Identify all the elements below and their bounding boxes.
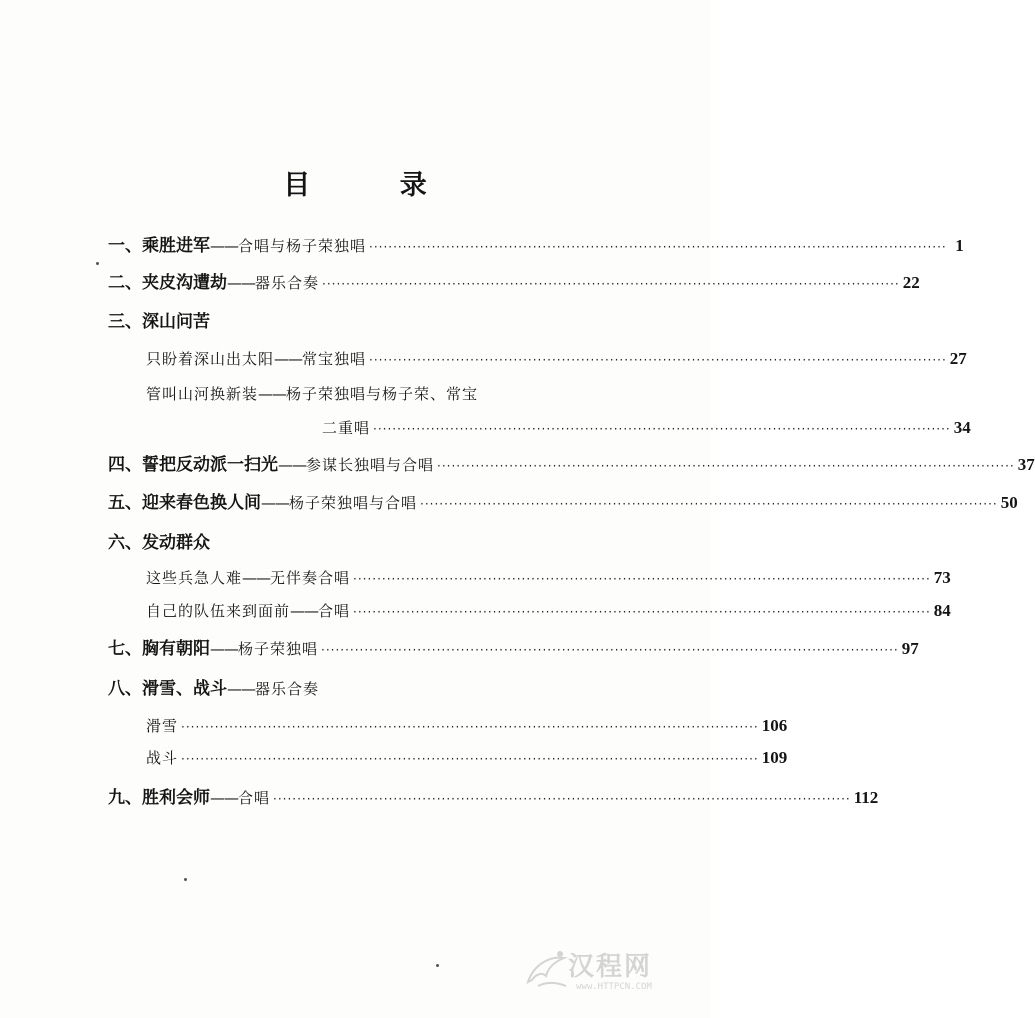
toc-title: 深山问苦: [142, 312, 210, 332]
toc-prefix: 二、: [108, 273, 142, 293]
toc-prefix: 一、: [108, 236, 142, 256]
toc-entry-1[interactable]: [108, 233, 964, 259]
toc-subtitle: 二重唱: [322, 419, 371, 437]
toc-entry-4[interactable]: [108, 452, 1035, 478]
toc-entry-2[interactable]: [108, 270, 920, 296]
toc-page-number: 106: [761, 716, 788, 735]
toc-page-number: 112: [853, 788, 879, 807]
toc-page-number: 97: [901, 639, 919, 658]
toc-entry-6b[interactable]: [146, 598, 951, 624]
dot-leader: ························································································································: [273, 792, 851, 806]
page-title: 目 录: [283, 170, 467, 201]
watermark-url: www.HTTPCN.COM: [576, 982, 652, 992]
scan-speck: [436, 964, 439, 967]
toc-subtitle: 合唱: [318, 602, 351, 620]
toc-page-number: 50: [1000, 493, 1018, 512]
toc-entry-3[interactable]: [108, 309, 630, 335]
toc-prefix: 三、: [108, 312, 142, 332]
dot-leader: ························································································································: [437, 459, 1015, 473]
toc-subtitle: 参谋长独唱与合唱: [306, 456, 435, 474]
dot-leader: ························································································································: [420, 497, 998, 511]
toc-title: 自己的队伍来到面前: [146, 602, 291, 620]
toc-entry-7[interactable]: [108, 636, 919, 662]
toc-subtitle: 杨子荣独唱: [238, 640, 319, 658]
toc-dash: ——: [258, 385, 287, 403]
toc-subtitle: 杨子荣独唱与杨子荣、常宝: [286, 385, 479, 403]
toc-entry-3b-continued[interactable]: [322, 415, 971, 441]
toc-subtitle: 合唱: [238, 789, 271, 807]
toc-entry-6a[interactable]: [146, 565, 951, 591]
toc-title: 战斗: [146, 749, 179, 767]
toc-page-number: 73: [933, 568, 951, 587]
toc-entry-6[interactable]: [108, 530, 630, 556]
toc-page-number: 27: [949, 349, 967, 368]
toc-prefix: 六、: [108, 533, 142, 553]
toc-title: 管叫山河换新装: [146, 385, 259, 403]
toc-dash: ——: [227, 680, 255, 698]
toc-dash: ——: [290, 602, 319, 620]
toc-dash: ——: [274, 350, 303, 368]
dot-leader: ························································································································: [321, 643, 899, 657]
toc-title: 胸有朝阳: [142, 639, 210, 659]
toc-dash: ——: [227, 274, 255, 292]
toc-title: 誓把反动派一扫光: [142, 455, 278, 475]
watermark-brand: 汉程网: [568, 952, 653, 982]
toc-title: 这些兵急人难: [146, 569, 243, 587]
toc-title: 只盼着深山出太阳: [146, 350, 275, 368]
toc-prefix: 四、: [108, 455, 142, 475]
toc-page-number: 84: [933, 601, 951, 620]
dot-leader: ························································································································: [369, 353, 947, 367]
toc-entry-5[interactable]: [108, 490, 1018, 516]
toc-subtitle: 杨子荣独唱与合唱: [289, 494, 418, 512]
toc-entry-8[interactable]: [108, 676, 630, 702]
toc-prefix: 七、: [108, 639, 142, 659]
toc-title: 乘胜进军: [142, 236, 210, 256]
toc-title: 胜利会师: [142, 788, 210, 808]
toc-subtitle: 常宝独唱: [302, 350, 367, 368]
toc-prefix: 八、: [108, 679, 142, 699]
phoenix-logo-icon: [520, 942, 572, 994]
toc-subtitle: 合唱与杨子荣独唱: [238, 237, 367, 255]
toc-title: 滑雪: [146, 717, 179, 735]
toc-page-number: 1: [955, 236, 964, 255]
toc-page-number: 37: [1017, 455, 1035, 474]
toc-title: 发动群众: [142, 533, 210, 553]
toc-dash: ——: [261, 494, 289, 512]
toc-prefix: 五、: [108, 493, 142, 513]
toc-subtitle: 无伴奏合唱: [270, 569, 351, 587]
toc-title: 迎来春色换人间: [142, 493, 261, 513]
scan-speck: [184, 878, 187, 881]
toc-prefix: 九、: [108, 788, 142, 808]
toc-subtitle: 器乐合奏: [255, 274, 320, 292]
dot-leader: ························································································································: [353, 572, 931, 586]
toc-dash: ——: [210, 640, 238, 658]
dot-leader: ························································································································: [181, 720, 759, 734]
toc-dash: ——: [210, 789, 238, 807]
dot-leader: ························································································································: [181, 752, 759, 766]
toc-dash: ——: [278, 456, 306, 474]
dot-leader: ························································································································: [369, 240, 947, 254]
scan-speck: [96, 262, 99, 265]
dot-leader: ························································································································: [373, 422, 951, 436]
watermark: [520, 938, 700, 1008]
toc-page-number: 22: [902, 273, 920, 292]
toc-title: 滑雪、战斗: [142, 679, 227, 699]
toc-dash: ——: [210, 237, 238, 255]
toc-entry-3b[interactable]: [146, 381, 630, 407]
toc-entry-8b[interactable]: [146, 745, 788, 771]
toc-page-number: 109: [761, 748, 788, 767]
toc-title: 夹皮沟遭劫: [142, 273, 227, 293]
toc-entry-9[interactable]: [108, 785, 879, 811]
toc-entry-8a[interactable]: [146, 713, 788, 739]
dot-leader: ························································································································: [353, 605, 931, 619]
dot-leader: ························································································································: [322, 277, 900, 291]
toc-page-number: 34: [953, 418, 971, 437]
toc-subtitle: 器乐合奏: [255, 680, 320, 698]
toc-dash: ——: [242, 569, 271, 587]
toc-entry-3a[interactable]: [146, 346, 967, 372]
